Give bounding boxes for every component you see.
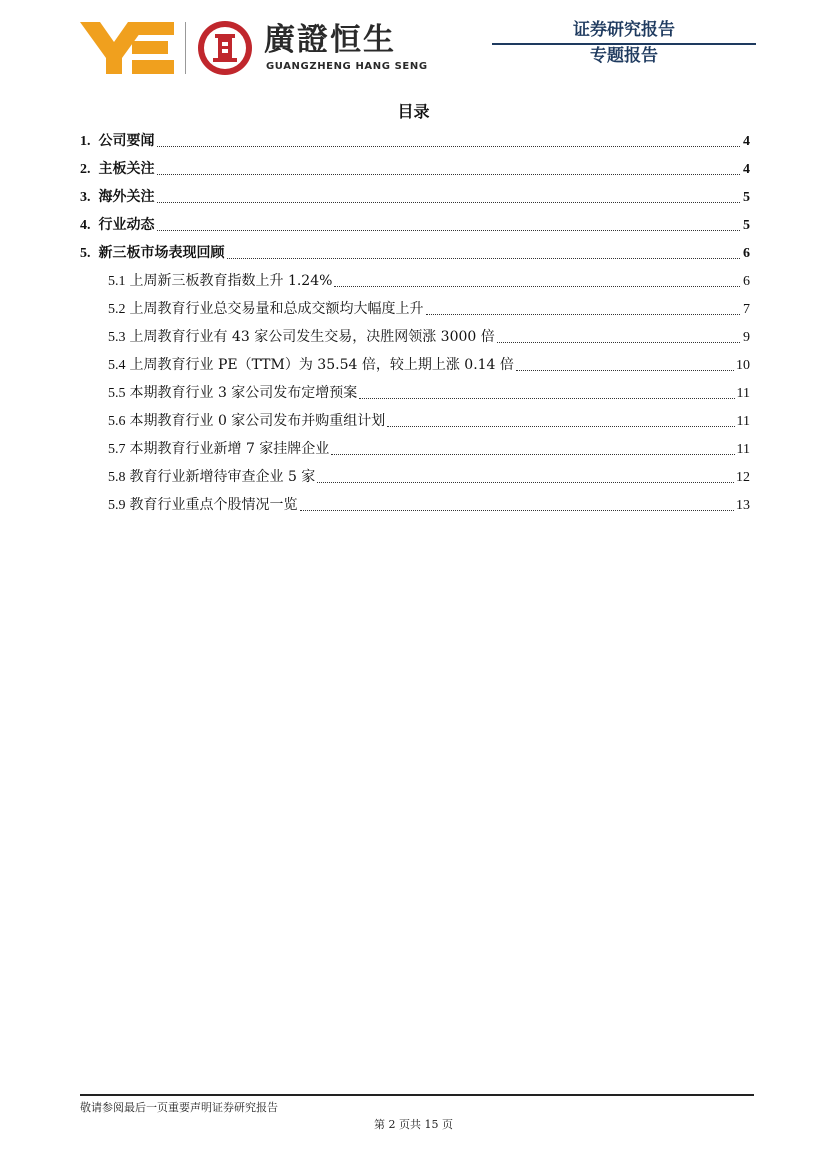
toc-dot-leader (516, 353, 734, 371)
toc-sub-entry[interactable] (80, 491, 750, 519)
toc-sub-entry-page: 11 (736, 386, 750, 401)
toc-sub-entry-number: 5.7 (108, 442, 126, 457)
toc-entry-page: 5 (743, 190, 750, 205)
toc-sub-entry-number: 5.6 (108, 414, 126, 429)
toc-dot-leader (331, 437, 734, 455)
toc-entry-title: 主板关注 (98, 161, 155, 177)
toc-dot-leader (157, 157, 741, 175)
toc-sub-entry-number: 5.5 (108, 386, 126, 401)
toc-sub-entry-title: 本期教育行业 3 家公司发布定增预案 (129, 385, 358, 401)
logo-chinese-name: 廣證恒生 (264, 22, 396, 58)
toc-dot-leader (426, 297, 741, 315)
toc-entry[interactable] (80, 183, 750, 211)
toc-sub-entry-number: 5.8 (108, 470, 126, 485)
table-of-contents (80, 127, 750, 519)
toc-sub-entry-page: 6 (743, 274, 750, 289)
toc-sub-entry[interactable] (80, 267, 750, 295)
toc-sub-entry-number: 5.1 (108, 274, 126, 289)
toc-entry[interactable] (80, 239, 750, 267)
toc-entry-title: 海外关注 (98, 189, 155, 205)
toc-sub-entry-number: 5.2 (108, 302, 126, 317)
toc-sub-entry[interactable] (80, 463, 750, 491)
toc-dot-leader (300, 493, 735, 511)
toc-sub-entry-title: 本期教育行业 0 家公司发布并购重组计划 (129, 413, 386, 429)
ye-logo-icon (80, 20, 176, 76)
report-type: 证券研究报告 (573, 20, 675, 40)
toc-sub-entry[interactable] (80, 379, 750, 407)
toc-sub-entry-number: 5.4 (108, 358, 126, 373)
toc-sub-entry-page: 9 (743, 330, 750, 345)
toc-entry-number: 2. (80, 162, 91, 177)
toc-sub-entry[interactable] (80, 323, 750, 351)
toc-sub-entry-title: 上周教育行业有 43 家公司发生交易，决胜网领涨 3000 倍 (129, 329, 495, 345)
toc-sub-entry-page: 10 (736, 358, 750, 373)
toc-sub-entry[interactable] (80, 351, 750, 379)
toc-sub-entry-page: 11 (736, 414, 750, 429)
toc-sub-entry-title: 本期教育行业新增 7 家挂牌企业 (129, 441, 330, 457)
toc-entry-title: 新三板市场表现回顾 (98, 245, 225, 261)
company-logo (80, 14, 442, 80)
logo-english-name: GUANGZHENG HANG SENG (266, 61, 428, 72)
toc-sub-entry-page: 11 (736, 442, 750, 457)
footer-disclaimer: 敬请参阅最后一页重要声明证券研究报告 (80, 1101, 278, 1114)
toc-dot-leader (227, 241, 741, 259)
toc-sub-entry-title: 上周新三板教育指数上升 1.24% (129, 273, 333, 289)
toc-dot-leader (334, 269, 740, 287)
footer-rule (80, 1094, 754, 1096)
toc-sub-entry-number: 5.9 (108, 498, 126, 513)
toc-entry-number: 3. (80, 190, 91, 205)
toc-sub-entry-page: 12 (736, 470, 750, 485)
toc-title: 目录 (397, 102, 430, 121)
toc-entry-number: 5. (80, 246, 91, 261)
toc-entry-number: 4. (80, 218, 91, 233)
toc-dot-leader (497, 325, 740, 343)
toc-dot-leader (157, 213, 741, 231)
toc-sub-entry-page: 7 (743, 302, 750, 317)
toc-sub-entry-title: 教育行业新增待审查企业 5 家 (129, 469, 316, 485)
toc-sub-entry[interactable] (80, 295, 750, 323)
logo-divider (185, 22, 186, 74)
toc-entry[interactable] (80, 127, 750, 155)
toc-sub-entry[interactable] (80, 435, 750, 463)
toc-sub-entry-title: 上周教育行业 PE（TTM）为 35.54 倍，较上期上涨 0.14 倍 (129, 357, 514, 373)
toc-sub-entry-title: 上周教育行业总交易量和总成交额均大幅度上升 (129, 301, 424, 317)
report-subtype: 专题报告 (590, 46, 658, 66)
toc-entry-title: 行业动态 (98, 217, 155, 233)
toc-dot-leader (387, 409, 734, 427)
toc-entry-number: 1. (80, 134, 91, 149)
toc-entry-page: 4 (743, 162, 750, 177)
toc-sub-entry-number: 5.3 (108, 330, 126, 345)
toc-dot-leader (157, 129, 741, 147)
page-number: 第 2 页共 15 页 (374, 1118, 453, 1131)
toc-entry[interactable] (80, 155, 750, 183)
seal-logo-icon (197, 20, 253, 76)
toc-entry-page: 5 (743, 218, 750, 233)
toc-entry-page: 4 (743, 134, 750, 149)
toc-sub-entry-title: 教育行业重点个股情况一览 (129, 497, 298, 513)
toc-dot-leader (157, 185, 741, 203)
toc-sub-entry-page: 13 (736, 498, 750, 513)
toc-entry[interactable] (80, 211, 750, 239)
toc-entry-title: 公司要闻 (98, 133, 155, 149)
toc-entry-page: 6 (743, 246, 750, 261)
toc-dot-leader (359, 381, 734, 399)
toc-dot-leader (317, 465, 734, 483)
toc-sub-entry[interactable] (80, 407, 750, 435)
